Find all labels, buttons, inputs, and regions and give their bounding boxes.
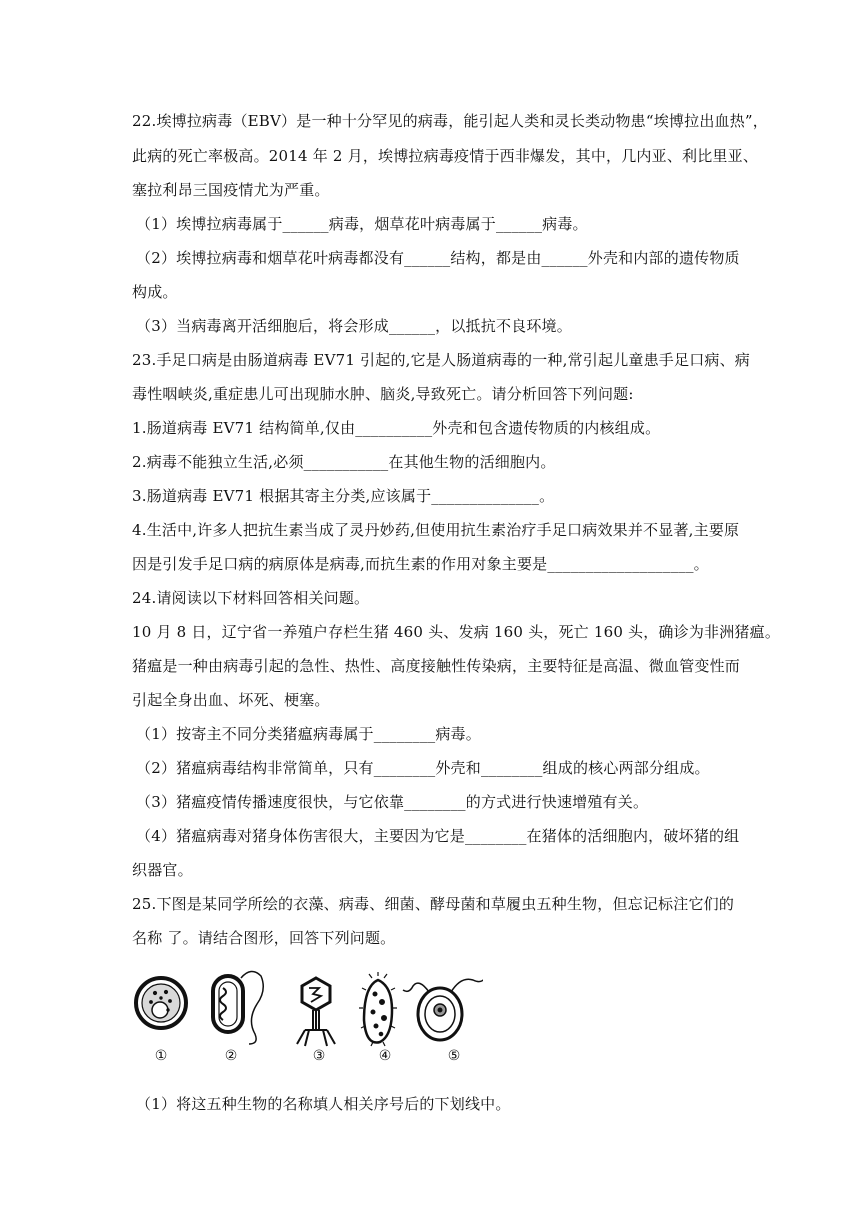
- q24-sub3: （3）猪瘟疫情传播速度很快，与它依靠________的方式进行快速增殖有关。: [136, 793, 649, 811]
- q25-line-2: 名称 了。请结合图形，回答下列问题。: [132, 929, 396, 947]
- q23-item-4-line-2: 因是引发手足口病的病原体是病毒,而抗生素的作用对象主要是___________________。: [132, 555, 709, 573]
- figure-label-2: ②: [224, 1048, 238, 1064]
- q22-sub3: （3）当病毒离开活细胞后，将会形成______，以抵抗不良环境。: [136, 317, 572, 335]
- organism-4-paramecium: [359, 972, 397, 1046]
- q24-sub4-line-2: 织器官。: [132, 861, 193, 879]
- organism-3-virus: [297, 978, 335, 1046]
- q25-line-1: 25.下图是某同学所绘的衣藻、病毒、细菌、酵母菌和草履虫五种生物，但忘记标注它们的: [132, 895, 735, 913]
- organism-5-chlamydomonas: [403, 978, 483, 1040]
- q22-line-2: 此病的死亡率极高。2014 年 2 月，埃博拉病毒疫情于西非爆发，其中，几内亚、利比里亚、: [132, 147, 759, 165]
- q23-item-1: 1.肠道病毒 EV71 结构简单,仅由__________外壳和包含遗传物质的内核组成。: [132, 419, 661, 437]
- q25-sub1: （1）将这五种生物的名称填人相关序号后的下划线中。: [136, 1095, 511, 1113]
- q22-sub2-line-2: 构成。: [132, 283, 178, 301]
- q24-sub2: （2）猪瘟病毒结构非常简单，只有________外壳和________组成的核心两部分组成。: [136, 759, 710, 777]
- q23-item-3: 3.肠道病毒 EV71 根据其寄主分类,应该属于______________。: [132, 487, 555, 505]
- q23-line-1: 23.手足口病是由肠道病毒 EV71 引起的,它是人肠道病毒的一种,常引起儿童患手足口病、病: [132, 351, 750, 369]
- q22-line-3: 塞拉利昂三国疫情尤为严重。: [132, 181, 330, 199]
- q22-sub2-line-1: （2）埃博拉病毒和烟草花叶病毒都没有______结构，都是由______外壳和内部的遗传物质: [136, 249, 740, 267]
- organisms-figure: [133, 968, 483, 1066]
- q23-line-2: 毒性咽峡炎,重症患儿可出现肺水肿、脑炎,导致死亡。请分析回答下列问题:: [132, 385, 634, 403]
- figure-label-1: ①: [154, 1048, 168, 1064]
- organism-1-yeast: [136, 978, 186, 1028]
- q24-material-line-3: 引起全身出血、坏死、梗塞。: [132, 691, 330, 709]
- figure-label-4: ④: [378, 1048, 392, 1064]
- figure-label-3: ③: [312, 1048, 326, 1064]
- organisms-illustration: [133, 968, 483, 1066]
- organism-2-bacterium: [213, 971, 263, 1044]
- q24-sub4-line-1: （4）猪瘟病毒对猪身体伤害很大，主要因为它是________在猪体的活细胞内，破坏猪的组: [136, 827, 740, 845]
- q24-heading: 24.请阅读以下材料回答相关问题。: [132, 589, 370, 607]
- q23-item-2: 2.病毒不能独立生活,必须___________在其他生物的活细胞内。: [132, 453, 556, 471]
- q24-material-line-1: 10 月 8 日，辽宁省一养殖户存栏生猪 460 头、发病 160 头，死亡 160 头，确诊为非洲猪瘟。: [132, 623, 781, 641]
- q24-sub1: （1）按寄主不同分类猪瘟病毒属于________病毒。: [136, 725, 481, 743]
- figure-label-5: ⑤: [447, 1048, 461, 1064]
- q22-sub1: （1）埃博拉病毒属于______病毒，烟草花叶病毒属于______病毒。: [136, 215, 588, 233]
- q24-material-line-2: 猪瘟是一种由病毒引起的急性、热性、高度接触性传染病，主要特征是高温、微血管变性而: [132, 657, 741, 675]
- q22-line-1: 22.埃博拉病毒（EBV）是一种十分罕见的病毒，能引起人类和灵长类动物患“埃博拉出血热”，: [132, 112, 769, 130]
- q23-item-4-line-1: 4.生活中,许多人把抗生素当成了灵丹妙药,但使用抗生素治疗手足口病效果并不显著,主要原: [132, 521, 740, 539]
